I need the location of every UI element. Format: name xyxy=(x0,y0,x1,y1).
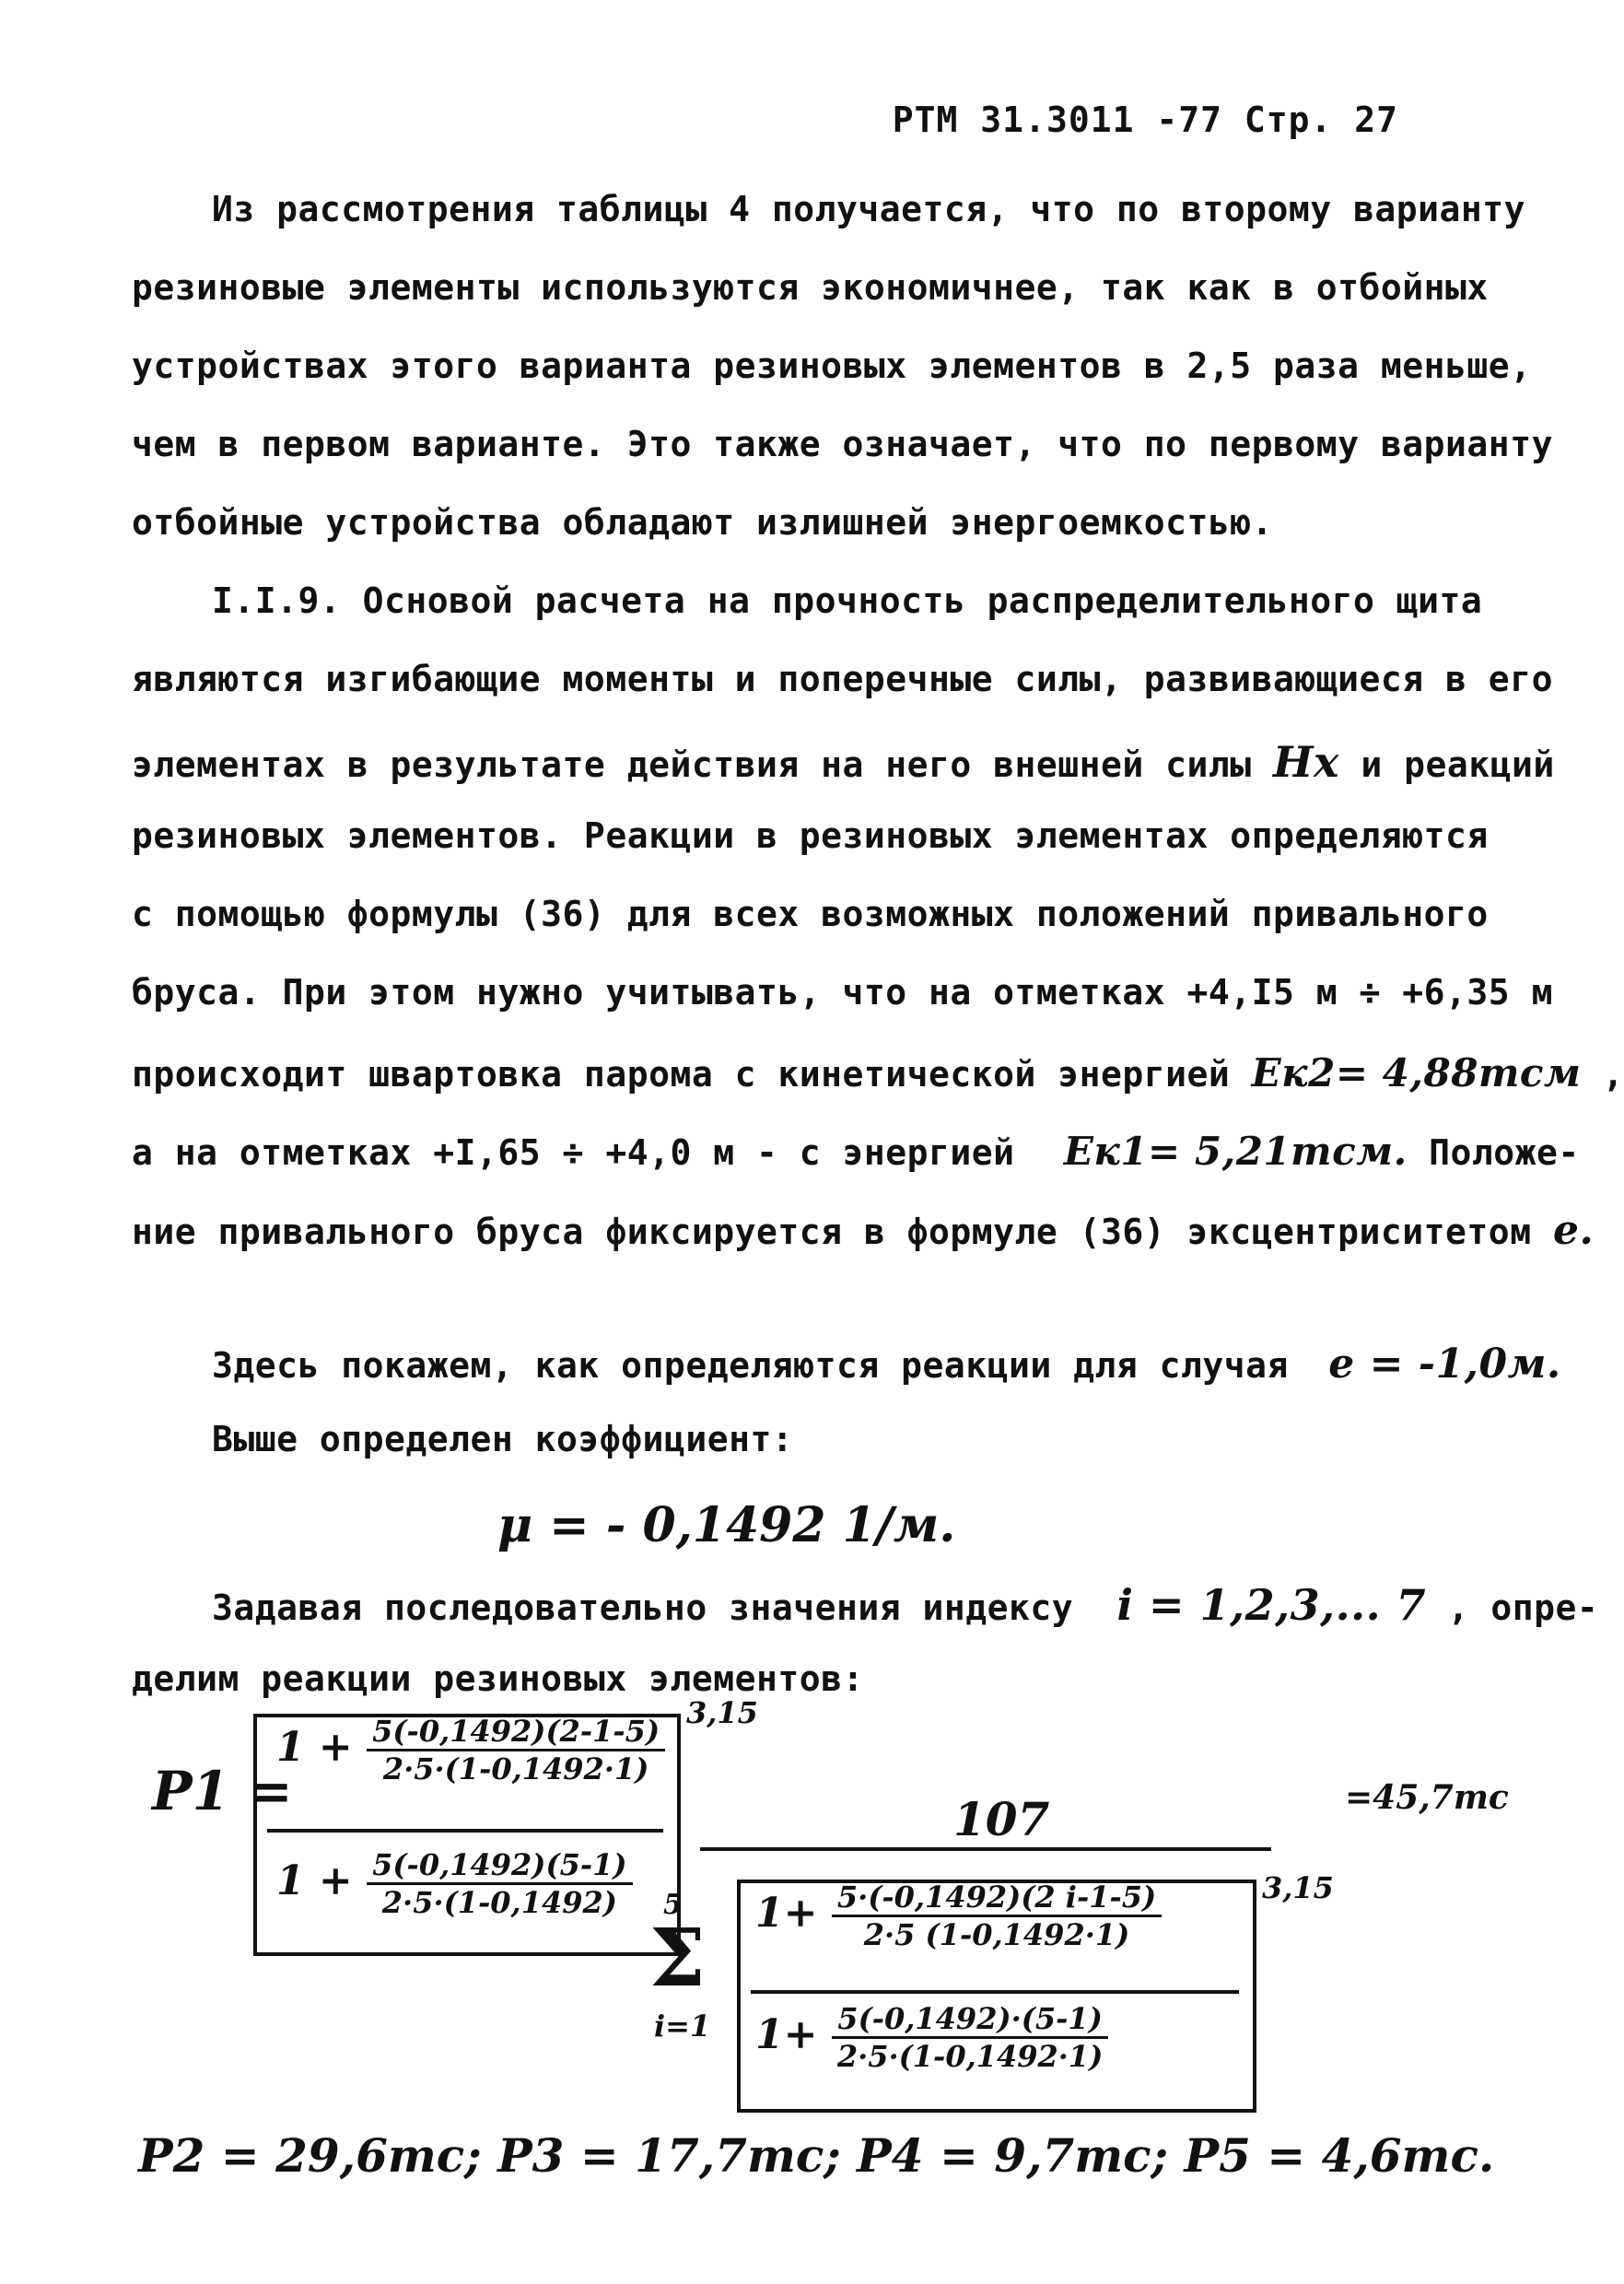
text-line: элементах в результате действия на него внешней силы Hx и реакций xyxy=(132,737,1555,787)
big-fraction-bar xyxy=(700,1847,1271,1851)
index-values: i = 1,2,3,... 7 xyxy=(1116,1580,1427,1630)
sum-symbol: Σ xyxy=(649,1912,706,2005)
sum-fraction-bar xyxy=(751,1990,1239,1994)
text-line: резиновые элементы используются экономичнее, так как в отбойных xyxy=(132,267,1489,308)
e-symbol: e. xyxy=(1552,1207,1595,1254)
mu-formula: μ = - 0,1492 1/м. xyxy=(497,1497,956,1553)
sum-bottom: i=1 xyxy=(654,2009,711,2044)
text-line: Выше определен коэффициент: xyxy=(212,1419,794,1459)
text-line: I.I.9. Основой расчета на прочность распределительного щита xyxy=(212,580,1483,621)
text-line: резиновых элементов. Реакции в резиновых элементах определяются xyxy=(132,815,1489,856)
text-line: ние привального бруса фиксируется в формуле (36) эксцентриситетом e. xyxy=(132,1207,1595,1254)
text-line: устройствах этого варианта резиновых элементов в 2,5 раза меньше, xyxy=(132,346,1532,386)
text-line: происходит швартовка парома с кинетической энергией Eк2= 4,88тсм , xyxy=(132,1050,1624,1095)
sum-numerator: 1+ $\frac{5\cdot(-0,1492)(2 i-1-5)}{2\cdot 5 (1-0,1492\cdot 1)}$ xyxy=(755,1880,1162,1952)
text-line: а на отметках +I,65 ÷ +4,0 м - с энергией Eк1= 5,21тсм. Положе- xyxy=(132,1129,1580,1174)
text-line: делим реакции резиновых элементов: xyxy=(132,1658,864,1699)
big-numerator: 107 xyxy=(953,1792,1050,1846)
exponent-2: 3,15 xyxy=(1262,1870,1334,1905)
remaining-reactions: P2 = 29,6тс; P3 = 17,7тс; P4 = 9,7тс; P5 = 4,6тс. xyxy=(138,2128,1495,2183)
p1-lhs: P1 = xyxy=(152,1760,293,1822)
p1-result: =45,7тс xyxy=(1345,1778,1509,1817)
sum-denominator: 1+ $\frac{5(-0,1492)\cdot(5-1)}{2\cdot 5\cdot(1-0,1492\cdot 1)}$ xyxy=(755,2001,1108,2074)
hx-symbol: Hx xyxy=(1273,737,1339,787)
energy-ek2: Eк2= 4,88тсм xyxy=(1251,1050,1582,1095)
text-line: Из рассмотрения таблицы 4 получается, что по второму варианту xyxy=(212,189,1526,229)
text-line: бруса. При этом нужно учитывать, что на отметках +4,I5 м ÷ +6,35 м xyxy=(132,972,1553,1013)
left-denominator: 1 + $\frac{5(-0,1492)(5-1)}{2\cdot 5\cdot(1-0,1492)}$ xyxy=(276,1847,633,1920)
text-line: Здесь покажем, как определяются реакции для случая e = -1,0м. xyxy=(212,1341,1561,1388)
left-fraction-bar xyxy=(267,1829,663,1833)
energy-ek1: Eк1= 5,21тсм. xyxy=(1063,1129,1408,1174)
text-line: Задавая последовательно значения индексу i = 1,2,3,... 7 , опре- xyxy=(212,1580,1599,1630)
sum-top: 5 xyxy=(663,1889,683,1921)
left-numerator: 1 + $\frac{5(-0,1492)(2-1-5)}{2\cdot 5\cdot(1-0,1492\cdot 1)}$ xyxy=(276,1714,665,1786)
text-line: являются изгибающие моменты и поперечные силы, развивающиеся в его xyxy=(132,659,1553,699)
exponent-1: 3,15 xyxy=(686,1695,758,1730)
text-line: чем в первом варианте. Это также означает, что по первому варианту xyxy=(132,424,1553,464)
text-line: с помощью формулы (36) для всех возможных положений привального xyxy=(132,894,1489,934)
text-line: отбойные устройства обладают излишней энергоемкостью. xyxy=(132,502,1274,543)
page-header: РТМ 31.3011 -77 Стр. 27 xyxy=(892,100,1398,140)
e-case: e = -1,0м. xyxy=(1328,1341,1561,1388)
